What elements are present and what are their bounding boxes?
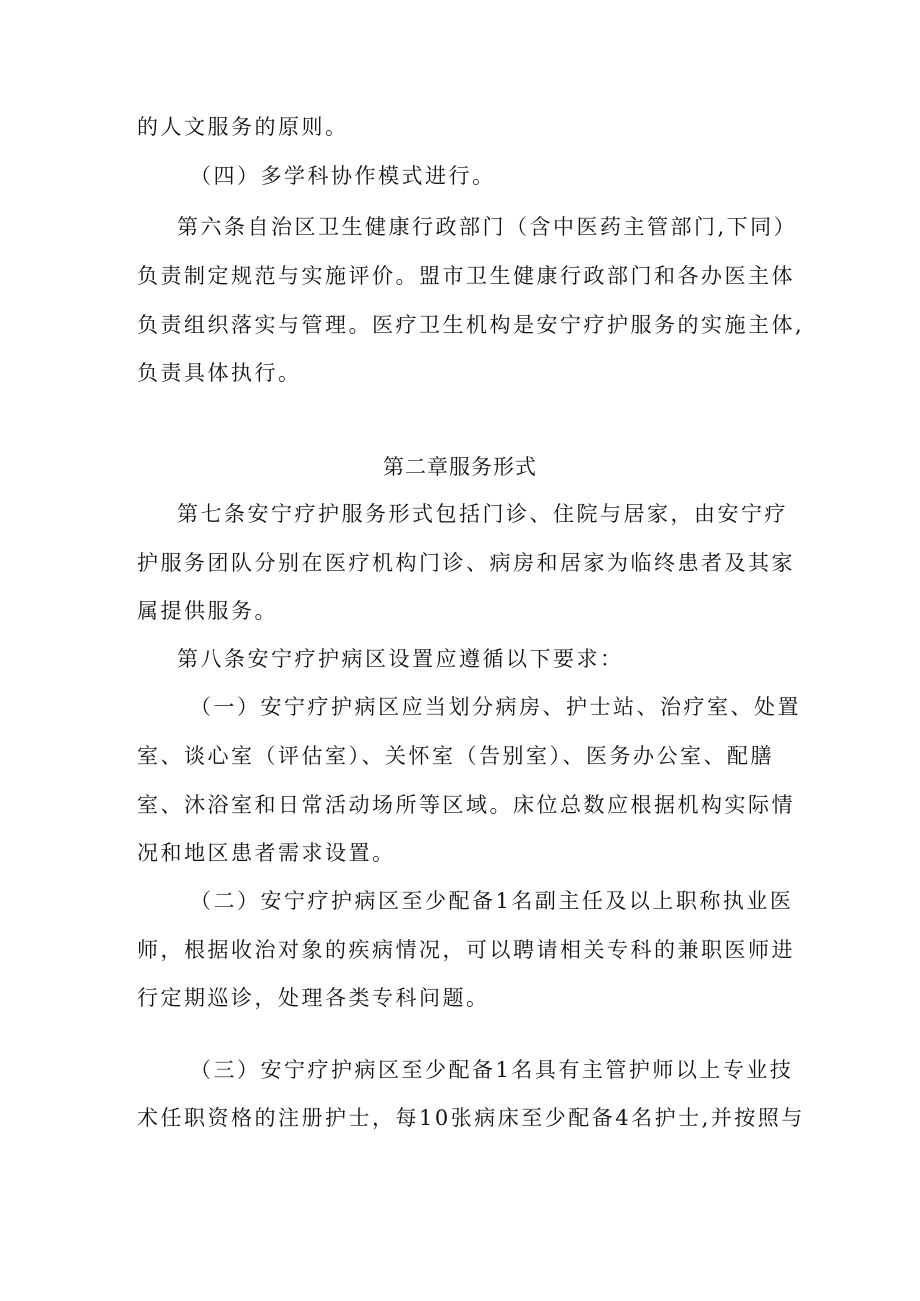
paragraph-line: （一）安宁疗护病区应当划分病房、护士站、治疗室、处置	[190, 695, 801, 719]
paragraph-line: 的人文服务的原则。	[137, 115, 349, 139]
paragraph-line: 师，根据收治对象的疾病情况，可以聘请相关专科的兼职医师进	[137, 938, 795, 962]
paragraph-line: 第六条自治区卫生健康行政部门（含中医药主管部门,下同）	[177, 215, 798, 239]
paragraph-line: 室、谈心室（评估室）、关怀室（告别室）、医务办公室、配膳	[137, 744, 774, 768]
paragraph-line: （二）安宁疗护病区至少配备1名副主任及以上职称执业医	[190, 889, 794, 913]
paragraph-line: 属提供服务。	[137, 599, 278, 623]
paragraph-line: 行定期巡诊，处理各类专科问题。	[137, 986, 490, 1010]
chapter-heading: 第二章服务形式	[383, 455, 537, 479]
paragraph-line: （三）安宁疗护病区至少配备1名具有主管护师以上专业技	[190, 1058, 794, 1082]
paragraph-line: （四）多学科协作模式进行。	[190, 164, 496, 188]
paragraph-line: 负责制定规范与实施评价。盟市卫生健康行政部门和各办医主体	[137, 264, 795, 288]
paragraph-line: 负责具体执行。	[137, 361, 302, 385]
paragraph-line: 第八条安宁疗护病区设置应遵循以下要求：	[177, 647, 624, 671]
paragraph-line: 负责组织落实与管理。医疗卫生机构是安宁疗护服务的实施主体,	[137, 313, 805, 337]
paragraph-line: 室、沐浴室和日常活动场所等区域。床位总数应根据机构实际情	[137, 793, 795, 817]
paragraph-line: 第七条安宁疗护服务形式包括门诊、住院与居家，由安宁疗	[177, 502, 788, 526]
paragraph-line: 术任职资格的注册护士，每10张病床至少配备4名护士,并按照与	[137, 1106, 805, 1130]
paragraph-line: 况和地区患者需求设置。	[137, 841, 396, 865]
paragraph-line: 护服务团队分别在医疗机构门诊、病房和居家为临终患者及其家	[137, 551, 795, 575]
